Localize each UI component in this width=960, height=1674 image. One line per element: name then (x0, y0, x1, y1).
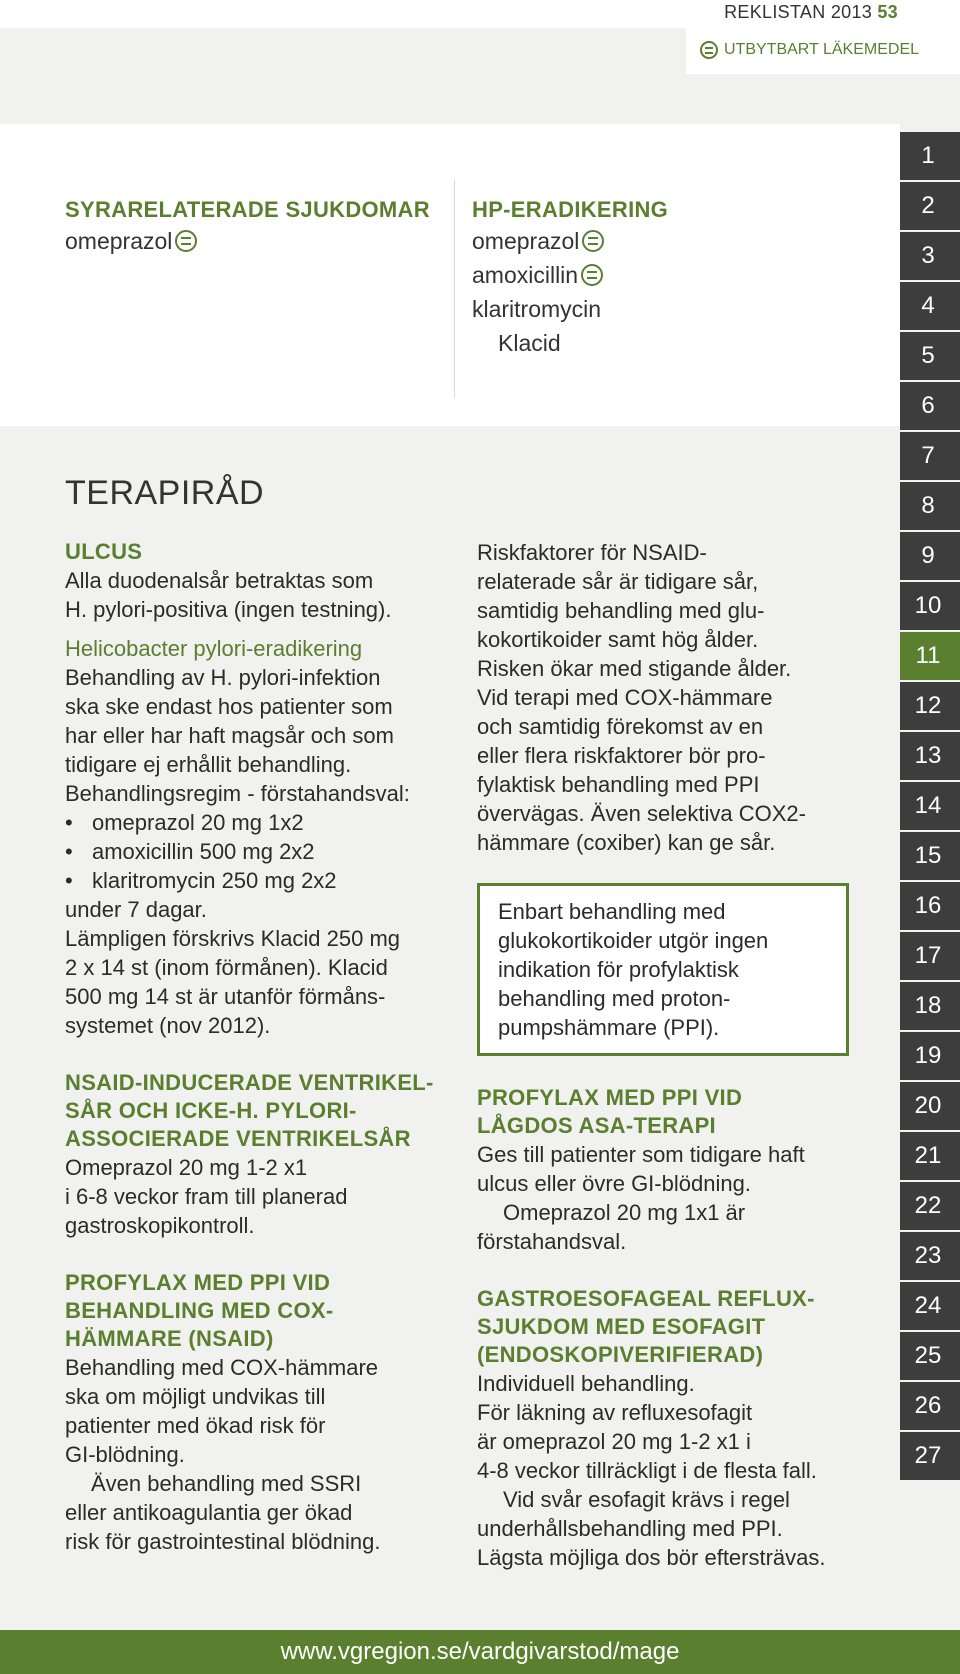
callout-text (498, 897, 830, 1042)
list-item: • amoxicillin 500 mg 2x2 (65, 837, 465, 866)
text-line: GASTROESOFAGEAL REFLUX- (477, 1286, 815, 1311)
cox-text (65, 1353, 465, 1469)
drug-list (472, 224, 852, 360)
text-line: är omeprazol 20 mg 1-2 x1 i (477, 1429, 751, 1454)
gerd-heading (477, 1285, 877, 1369)
chapter-nav (900, 132, 960, 1482)
text-line: LÅGDOS ASA-TERAPI (477, 1113, 716, 1138)
drug-name: omeprazol (472, 228, 580, 254)
text-line: eller flera riskfaktorer bör pro- (477, 743, 766, 768)
text-line: Vid terapi med COX-hämmare (477, 685, 773, 710)
text-line: För läkning av refluxesofagit (477, 1400, 753, 1425)
chapter-tab-21[interactable]: 21 (900, 1132, 960, 1180)
utbytbart-icon (581, 264, 603, 286)
chapter-tab-1[interactable]: 1 (900, 132, 960, 180)
drug-item (65, 224, 445, 258)
text-line: H. pylori-positiva (ingen testning). (65, 597, 392, 622)
column-divider (454, 180, 455, 398)
text-line: förstahandsval. (477, 1229, 627, 1254)
page-number: 53 (877, 2, 898, 22)
text-line: hämmare (coxiber) kan ge sår. (477, 830, 776, 855)
footer-url[interactable]: www.vgregion.se/vardgivarstod/mage (280, 1638, 680, 1665)
chapter-tab-14[interactable]: 14 (900, 782, 960, 830)
chapter-tab-18[interactable]: 18 (900, 982, 960, 1030)
chapter-tab-22[interactable]: 22 (900, 1182, 960, 1230)
chapter-tab-24[interactable]: 24 (900, 1282, 960, 1330)
text-line: fylaktisk behandling med PPI (477, 772, 760, 797)
ulcus-heading: ULCUS (65, 539, 143, 564)
text-line: underhållsbehandling med PPI. (477, 1516, 783, 1541)
text-line: ska ske endast hos patienter som (65, 694, 393, 719)
cox-text-2 (65, 1469, 465, 1556)
text-line: PROFYLAX MED PPI VID (477, 1085, 743, 1110)
drug-item (472, 224, 852, 258)
text-line: Vid svår esofagit krävs i regel (503, 1487, 790, 1512)
chapter-tab-6[interactable]: 6 (900, 382, 960, 430)
hp-text (65, 663, 465, 808)
text-line: kokortikoider samt hög ålder. (477, 627, 759, 652)
regimen-list (65, 808, 465, 895)
text-line: Riskfaktorer för NSAID- (477, 540, 707, 565)
chapter-tab-3[interactable]: 3 (900, 232, 960, 280)
text-line: PROFYLAX MED PPI VID (65, 1270, 331, 1295)
text-line: 4-8 veckor tillräckligt i de flesta fall. (477, 1458, 817, 1483)
text-line: pumpshämmare (PPI). (498, 1015, 720, 1040)
footer (0, 1630, 960, 1674)
text-line: ulcus eller övre GI-blödning. (477, 1171, 751, 1196)
text-line: HÄMMARE (NSAID) (65, 1326, 274, 1351)
text-line: patienter med ökad risk för (65, 1413, 326, 1438)
text-line: Ges till patienter som tidigare haft (477, 1142, 805, 1167)
section-heading: HP-ERADIKERING (472, 197, 669, 222)
nsaid-heading (65, 1069, 465, 1153)
chapter-tab-4[interactable]: 4 (900, 282, 960, 330)
utbytbart-icon (582, 230, 604, 252)
drug-name: amoxicillin (472, 262, 579, 288)
chapter-tab-12[interactable]: 12 (900, 682, 960, 730)
text-line: (ENDOSKOPIVERIFIERAD) (477, 1342, 764, 1367)
text-line: Individuell behandling. (477, 1371, 695, 1396)
chapter-tab-16[interactable]: 16 (900, 882, 960, 930)
chapter-tab-9[interactable]: 9 (900, 532, 960, 580)
text-line: övervägas. Även selektiva COX2- (477, 801, 806, 826)
regimen-note (65, 895, 465, 1040)
text-line: tidigare ej erhållit behandling. (65, 752, 352, 777)
drug-name: Klacid (498, 330, 561, 356)
asa-text (477, 1140, 877, 1198)
text-line: SJUKDOM MED ESOFAGIT (477, 1314, 766, 1339)
list-item: • klaritromycin 250 mg 2x2 (65, 866, 465, 895)
chapter-tab-20[interactable]: 20 (900, 1082, 960, 1130)
drug-list (65, 224, 445, 258)
text-line: 2 x 14 st (inom förmånen). Klacid (65, 955, 388, 980)
text-line: glukokortikoider utgör ingen (498, 928, 769, 953)
text-line: och samtidig förekomst av en (477, 714, 764, 739)
text-line: Även behandling med SSRI (91, 1471, 362, 1496)
chapter-tab-7[interactable]: 7 (900, 432, 960, 480)
asa-text-2 (477, 1198, 877, 1256)
terapirad-title: TERAPIRÅD (65, 474, 265, 512)
section-heading: SYRARELATERADE SJUKDOMAR (65, 197, 430, 222)
chapter-tab-11[interactable]: 11 (900, 632, 960, 680)
gerd-text (477, 1369, 877, 1485)
text-line: Behandling av H. pylori-infektion (65, 665, 381, 690)
syrarelaterade-block (65, 196, 445, 258)
chapter-tab-5[interactable]: 5 (900, 332, 960, 380)
text-line: Omeprazol 20 mg 1x1 är (503, 1200, 746, 1225)
text-line: ASSOCIERADE VENTRIKELSÅR (65, 1126, 411, 1151)
text-line: Behandling med COX-hämmare (65, 1355, 379, 1380)
risk-text (477, 538, 877, 857)
text-line: 500 mg 14 st är utanför förmåns- (65, 984, 386, 1009)
asa-heading (477, 1084, 877, 1140)
page-header (724, 2, 898, 23)
text-line: indikation för profylaktisk (498, 957, 739, 982)
text-line: i 6-8 veckor fram till planerad (65, 1184, 348, 1209)
text-line: systemet (nov 2012). (65, 1013, 271, 1038)
chapter-tab-13[interactable]: 13 (900, 732, 960, 780)
legend (700, 41, 919, 59)
text-line: BEHANDLING MED COX- (65, 1298, 334, 1323)
text-line: under 7 dagar. (65, 897, 207, 922)
utbytbart-icon (700, 41, 718, 59)
nsaid-text (65, 1153, 465, 1240)
ulcus-text (65, 566, 465, 624)
chapter-tab-10[interactable]: 10 (900, 582, 960, 630)
chapter-tab-15[interactable]: 15 (900, 832, 960, 880)
chapter-tab-2[interactable]: 2 (900, 182, 960, 230)
text-line: Alla duodenalsår betraktas som (65, 568, 374, 593)
drug-item (472, 292, 852, 326)
legend-label: UTBYTBART LÄKEMEDEL (724, 41, 920, 58)
chapter-tab-17[interactable]: 17 (900, 932, 960, 980)
header-title: REKLISTAN 2013 (724, 2, 873, 22)
cox-heading (65, 1269, 465, 1353)
chapter-tab-25[interactable]: 25 (900, 1332, 960, 1380)
text-line: SÅR OCH ICKE-H. PYLORI- (65, 1098, 357, 1123)
chapter-tab-23[interactable]: 23 (900, 1232, 960, 1280)
chapter-tab-27[interactable]: 27 (900, 1432, 960, 1480)
text-line: NSAID-INDUCERADE VENTRIKEL- (65, 1070, 434, 1095)
text-line: behandling med proton- (498, 986, 731, 1011)
list-item: • omeprazol 20 mg 1x2 (65, 808, 465, 837)
callout-box (477, 883, 849, 1056)
hp-eradikering-block (472, 196, 852, 360)
text-line: gastroskopikontroll. (65, 1213, 255, 1238)
text-line: Risken ökar med stigande ålder. (477, 656, 792, 681)
text-line: Behandlingsregim - förstahandsval: (65, 781, 410, 806)
drug-item (472, 326, 852, 360)
left-text-column (65, 538, 465, 1556)
gerd-text-2 (477, 1485, 877, 1572)
text-line: risk för gastrointestinal blödning. (65, 1529, 381, 1554)
text-line: Lägsta möjliga dos bör eftersträvas. (477, 1545, 826, 1570)
text-line: ska om möjligt undvikas till (65, 1384, 326, 1409)
text-line: eller antikoagulantia ger ökad (65, 1500, 353, 1525)
drug-name: klaritromycin (472, 296, 602, 322)
drug-item (472, 258, 852, 292)
text-line: relaterade sår är tidigare sår, (477, 569, 759, 594)
text-line: har eller har haft magsår och som (65, 723, 394, 748)
text-line: GI-blödning. (65, 1442, 185, 1467)
text-line: Enbart behandling med (498, 899, 726, 924)
chapter-tab-8[interactable]: 8 (900, 482, 960, 530)
text-line: Lämpligen förskrivs Klacid 250 mg (65, 926, 401, 951)
right-text-column (477, 538, 877, 1572)
text-line: Omeprazol 20 mg 1-2 x1 (65, 1155, 308, 1180)
utbytbart-icon (175, 230, 197, 252)
hp-subheading: Helicobacter pylori-eradikering (65, 636, 363, 661)
chapter-tab-19[interactable]: 19 (900, 1032, 960, 1080)
text-line: samtidig behandling med glu- (477, 598, 765, 623)
drug-name: omeprazol (65, 228, 173, 254)
chapter-tab-26[interactable]: 26 (900, 1382, 960, 1430)
